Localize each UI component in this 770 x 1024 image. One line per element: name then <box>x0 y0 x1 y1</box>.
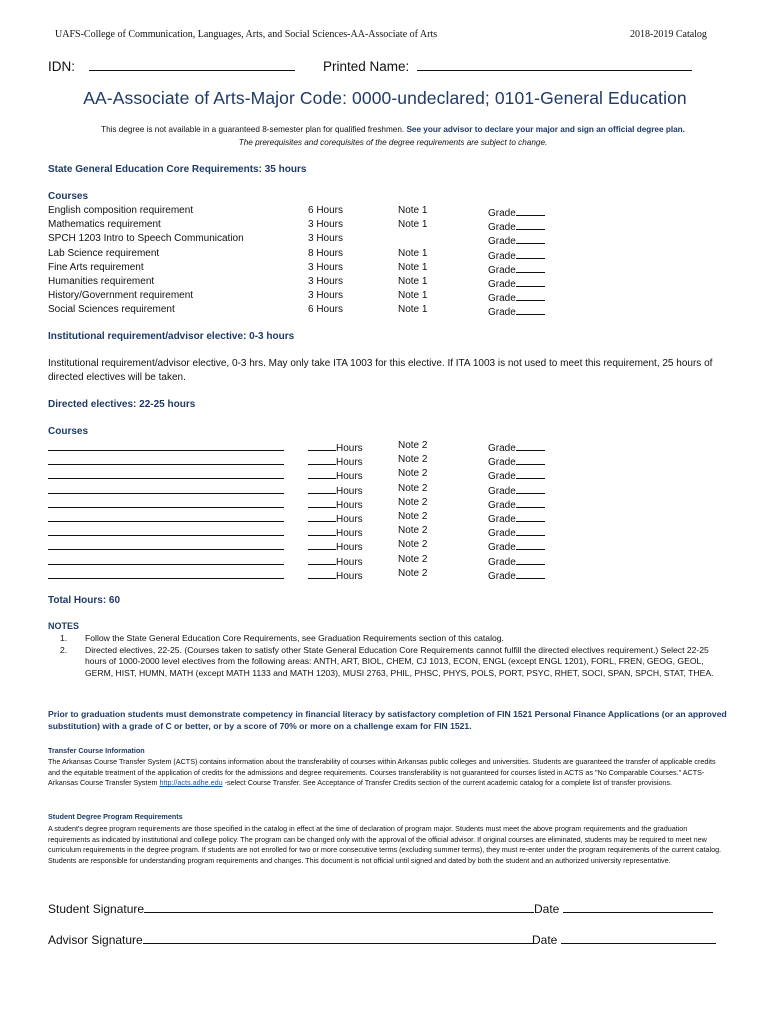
elective-course-field[interactable] <box>48 440 284 454</box>
elective-course-field[interactable] <box>48 468 284 482</box>
hours-label: Hours <box>336 570 363 582</box>
course-hours: 6 Hours <box>308 304 344 316</box>
printed-name-label: Printed Name: <box>323 59 410 74</box>
directed-elective-row <box>48 497 608 511</box>
student-date-label: Date <box>534 902 560 916</box>
course-name: Lab Science requirement <box>48 247 160 259</box>
hours-field[interactable] <box>308 483 336 494</box>
hours-label: Hours <box>336 528 363 540</box>
elective-grade <box>488 440 545 454</box>
grade-label: Grade <box>488 499 516 511</box>
grade-field[interactable] <box>516 539 545 550</box>
grade-label: Grade <box>488 250 516 262</box>
grade-label: Grade <box>488 443 516 454</box>
grade-label: Grade <box>488 307 516 319</box>
financial-literacy: Prior to graduation students must demonstrate competency in financial literacy by satisfactory completion of FIN 1521 Personal Finance Applications (or an approved substitution) with a grade of C or better, or by a score of 70% or more on a challenge exam for FIN 1521. <box>48 709 727 731</box>
hours-label: Hours <box>336 457 363 469</box>
institutional-text: Institutional requirement/advisor elective, 0-3 hrs. May only take ITA 1003 for this elective. If ITA 1003 is not used to meet this requirement, 25 hours of directed electives will be taken. <box>48 358 713 383</box>
course-name: Humanities requirement <box>48 276 155 287</box>
hours-field[interactable] <box>308 440 336 451</box>
directed-elective-row <box>48 454 608 468</box>
grade-field[interactable] <box>516 233 545 244</box>
elective-hours <box>308 468 363 482</box>
grade-field[interactable] <box>516 304 545 315</box>
grade-field[interactable] <box>516 262 545 273</box>
core-course-row <box>48 304 608 318</box>
course-hours: 6 Hours <box>308 205 344 216</box>
core-course-row <box>48 248 608 262</box>
institutional-heading: Institutional requirement/advisor elective: 0-3 hours <box>48 331 295 342</box>
printed-name-field[interactable] <box>417 60 692 71</box>
grade-field[interactable] <box>516 276 545 287</box>
program-text: A student's degree program requirements are those specified in the catalog in effect at the time of declaration of program major. Students must meet the above program requirements and the graduation requirements as indicated by institutional and college policy. The program can be changed only with the approval of the official advisor. If original courses are eliminated, students may be required to meet new curriculum requirements in the degree program. If students are not enrolled for two or more consecutive terms (excluding summer terms), they must re-enter under the program requirements of the current catalog. Students are responsible for understanding program requirements and changes. This document is not official until signed and dated by both the student and an authorized university representative. <box>48 824 722 866</box>
elective-hours <box>308 539 363 553</box>
grade-label: Grade <box>488 236 516 248</box>
directed-elective-row <box>48 539 608 553</box>
elective-note: Note 2 <box>398 454 428 466</box>
elective-course-field[interactable] <box>48 483 284 497</box>
transfer-heading: Transfer Course Information <box>48 746 145 755</box>
program-heading: Student Degree Program Requirements <box>48 812 183 821</box>
elective-hours <box>308 440 363 454</box>
hours-label: Hours <box>336 485 363 497</box>
course-grade <box>488 262 545 276</box>
grade-label: Grade <box>488 279 516 290</box>
elective-course-field[interactable] <box>48 497 284 511</box>
elective-grade <box>488 539 545 553</box>
grade-label: Grade <box>488 471 516 483</box>
idn-field[interactable] <box>89 60 295 71</box>
grade-field[interactable] <box>516 568 545 579</box>
elective-grade <box>488 497 545 511</box>
grade-label: Grade <box>488 570 516 582</box>
hours-label: Hours <box>336 514 363 525</box>
intro-advisor-note: See your advisor to declare your major and sign an official degree plan. <box>406 125 685 134</box>
elective-hours <box>308 483 363 497</box>
directed-elective-row <box>48 568 608 582</box>
hours-field[interactable] <box>308 511 336 522</box>
core-courses-label: Courses <box>48 191 89 202</box>
transfer-text <box>48 757 724 789</box>
core-heading: State General Education Core Requirements: 35 hours <box>48 164 307 175</box>
hours-field[interactable] <box>308 454 336 465</box>
student-signature-row <box>48 902 534 916</box>
page-title: AA-Associate of Arts-Major Code: 0000-undeclared; 0101-General Education <box>83 88 687 108</box>
intro-line-1 <box>48 125 738 134</box>
elective-grade <box>488 468 545 482</box>
hours-label: Hours <box>336 499 363 511</box>
directed-elective-row <box>48 483 608 497</box>
header-left: UAFS-College of Communication, Languages, Arts, and Social Sciences-AA-Associate of Arts <box>55 29 438 40</box>
grade-field[interactable] <box>516 205 545 216</box>
course-grade <box>488 304 545 318</box>
grade-label: Grade <box>488 485 516 497</box>
student-date-field[interactable] <box>563 902 713 913</box>
grade-label: Grade <box>488 542 516 554</box>
elective-note: Note 2 <box>398 482 428 494</box>
course-grade <box>488 248 545 262</box>
directed-elective-row <box>48 525 608 539</box>
note-number: 2. <box>60 644 68 655</box>
hours-field[interactable] <box>308 497 336 508</box>
advisor-date-row <box>532 933 716 947</box>
grade-label: Grade <box>488 457 516 469</box>
student-signature-label: Student Signature <box>48 902 145 916</box>
course-hours: 3 Hours <box>308 290 344 302</box>
hours-field[interactable] <box>308 539 336 550</box>
advisor-date-label: Date <box>532 933 558 947</box>
acts-link[interactable]: http://acts.adhe.edu <box>159 778 223 788</box>
student-date-row <box>534 902 713 916</box>
course-hours: 3 Hours <box>308 261 344 273</box>
hours-label: Hours <box>336 471 363 483</box>
transfer-text-tail: -select Course Transfer. See Acceptance of Transfer Credits section of the current academic catalog for a complete list of transfer provisions. <box>224 778 673 788</box>
note-item <box>48 645 728 680</box>
grade-label: Grade <box>488 264 516 276</box>
elective-grade <box>488 554 545 568</box>
grade-field[interactable] <box>516 219 545 230</box>
grade-field[interactable] <box>516 525 545 536</box>
grade-field[interactable] <box>516 511 545 522</box>
transfer-text-body: The Arkansas Course Transfer System (ACTS) contains information about the transferability of courses within Arkansas public colleges and universities. Students are guaranteed the transfer of applicable credits and the equitable treatment of the application of credits for the admissions and degree requirements. Courses transferability is not guaranteed for courses listed in ACTS as "No Comparable Courses." ACTS-Arkansas Course Transfer System <box>48 757 716 788</box>
elective-hours <box>308 568 363 582</box>
grade-field[interactable] <box>516 497 545 508</box>
grade-label: Grade <box>488 222 516 234</box>
course-hours: 3 Hours <box>308 276 344 287</box>
advisor-date-field[interactable] <box>561 933 716 944</box>
course-name: Social Sciences requirement <box>48 304 175 316</box>
course-name: Fine Arts requirement <box>48 261 144 273</box>
idn-row <box>48 59 295 74</box>
advisor-signature-field[interactable] <box>143 933 533 944</box>
advisor-signature-row <box>48 933 533 947</box>
elective-hours <box>308 497 363 511</box>
elective-grade <box>488 483 545 497</box>
grade-field[interactable] <box>516 440 545 451</box>
course-note: Note 1 <box>398 247 428 259</box>
elective-course-field[interactable] <box>48 554 284 568</box>
note-item <box>48 633 728 645</box>
notes-heading: NOTES <box>48 621 80 631</box>
elective-note: Note 2 <box>398 468 428 480</box>
hours-label: Hours <box>336 443 363 454</box>
course-note: Note 1 <box>398 219 428 231</box>
course-note: Note 1 <box>398 261 428 273</box>
hours-field[interactable] <box>308 468 336 479</box>
core-course-row <box>48 219 608 233</box>
grade-label: Grade <box>488 208 516 219</box>
course-name: Mathematics requirement <box>48 219 161 231</box>
elective-hours <box>308 454 363 468</box>
elective-grade <box>488 525 545 539</box>
idn-label: IDN: <box>48 59 75 74</box>
student-signature-field[interactable] <box>144 902 534 913</box>
course-name: History/Government requirement <box>48 290 194 302</box>
advisor-signature-label: Advisor Signature <box>48 933 143 947</box>
header-catalog-year: 2018-2019 Catalog <box>630 29 707 40</box>
elective-note: Note 2 <box>398 440 428 451</box>
intro-plain: This degree is not available in a guaranteed 8-semester plan for qualified freshmen. <box>101 125 405 134</box>
elective-course-field[interactable] <box>48 539 284 553</box>
grade-label: Grade <box>488 293 516 305</box>
course-note: Note 1 <box>398 276 428 287</box>
grade-field[interactable] <box>516 454 545 465</box>
elective-grade <box>488 511 545 525</box>
elective-grade <box>488 454 545 468</box>
course-grade <box>488 205 545 219</box>
grade-field[interactable] <box>516 483 545 494</box>
grade-label: Grade <box>488 528 516 540</box>
hours-field[interactable] <box>308 554 336 565</box>
hours-field[interactable] <box>308 525 336 536</box>
course-grade <box>488 290 545 304</box>
note-text: Directed electives, 22-25. (Courses taken to satisfy other State General Education Core Requirements cannot fulfill the directed electives requirement.) Select 22-25 hours of 1000-2000 level electives from the following areas: ANTH, ART, BIOL, CHEM, CJ 1013, ECON, ENGL (except ENGL 1201), FORL, FREN, GEOG, GEOL, GERM, HIST, HUMN, MATH (except MATH 1133 and MATH 1203), MUSI 2763, PHIL, PHSC, PHYS, POLS, PORT, PSYC, RHET, SOCI, SPAN, SPCH, STAT, THEA. <box>85 644 714 678</box>
total-hours: Total Hours: 60 <box>48 595 121 606</box>
grade-field[interactable] <box>516 290 545 301</box>
elective-course-field[interactable] <box>48 568 284 582</box>
directed-courses-label: Courses <box>48 426 89 437</box>
course-name: English composition requirement <box>48 205 194 216</box>
core-course-row <box>48 276 608 290</box>
grade-field[interactable] <box>516 468 545 479</box>
elective-note: Note 2 <box>398 567 428 579</box>
note-text: Follow the State General Education Core Requirements, see Graduation Requirements section of this catalog. <box>85 633 504 643</box>
course-note: Note 1 <box>398 304 428 316</box>
directed-elective-row <box>48 511 608 525</box>
course-grade <box>488 219 545 233</box>
elective-hours <box>308 511 363 525</box>
hours-label: Hours <box>336 556 363 568</box>
hours-field[interactable] <box>308 568 336 579</box>
elective-course-field[interactable] <box>48 525 284 539</box>
printed-name-row <box>323 59 692 74</box>
elective-hours <box>308 554 363 568</box>
course-grade <box>488 233 545 247</box>
elective-hours <box>308 525 363 539</box>
grade-label: Grade <box>488 556 516 568</box>
course-hours: 8 Hours <box>308 247 344 259</box>
elective-note: Note 2 <box>398 539 428 551</box>
elective-grade <box>488 568 545 582</box>
note-number: 1. <box>60 633 68 643</box>
elective-note: Note 2 <box>398 511 428 522</box>
directed-elective-row <box>48 440 608 454</box>
elective-note: Note 2 <box>398 496 428 508</box>
hours-label: Hours <box>336 542 363 554</box>
notes-list <box>48 633 728 679</box>
directed-elective-row <box>48 468 608 482</box>
core-course-row <box>48 205 608 219</box>
grade-label: Grade <box>488 514 516 525</box>
grade-field[interactable] <box>516 248 545 259</box>
course-note: Note 1 <box>398 205 428 216</box>
core-course-row <box>48 233 608 247</box>
intro-italic: The prerequisites and corequisites of the degree requirements are subject to change. <box>238 138 548 147</box>
course-hours: 3 Hours <box>308 233 344 245</box>
elective-note: Note 2 <box>398 525 428 537</box>
directed-heading: Directed electives: 22-25 hours <box>48 399 196 410</box>
course-grade <box>488 276 545 290</box>
directed-elective-row <box>48 554 608 568</box>
elective-note: Note 2 <box>398 553 428 565</box>
course-hours: 3 Hours <box>308 219 344 231</box>
course-name: SPCH 1203 Intro to Speech Communication <box>48 233 244 245</box>
core-course-row <box>48 290 608 304</box>
core-course-row <box>48 262 608 276</box>
course-note: Note 1 <box>398 290 428 302</box>
elective-course-field[interactable] <box>48 511 284 525</box>
elective-course-field[interactable] <box>48 454 284 468</box>
grade-field[interactable] <box>516 554 545 565</box>
